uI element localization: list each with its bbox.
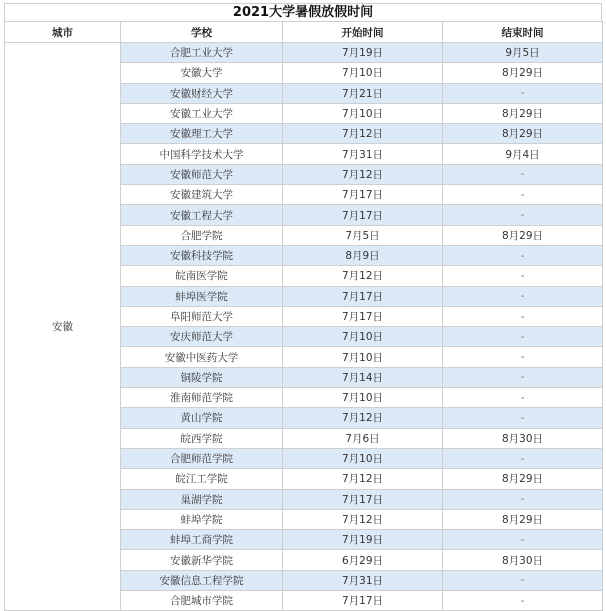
start-time-cell: 7月10日 [283, 103, 443, 123]
end-time-cell: - [443, 286, 603, 306]
end-time-cell: 9月5日 [443, 43, 603, 63]
end-time-cell: 8月30日 [443, 428, 603, 448]
school-cell: 安徽科技学院 [121, 245, 283, 265]
school-cell: 安徽新华学院 [121, 550, 283, 570]
school-cell: 淮南师范学院 [121, 388, 283, 408]
end-time-cell: - [443, 448, 603, 468]
end-time-cell: - [443, 266, 603, 286]
school-cell: 巢湖学院 [121, 489, 283, 509]
start-time-cell: 7月17日 [283, 185, 443, 205]
school-cell: 安徽财经大学 [121, 83, 283, 103]
header-end-time: 结束时间 [443, 22, 603, 43]
school-cell: 合肥城市学院 [121, 591, 283, 611]
end-time-cell: - [443, 205, 603, 225]
school-cell: 安徽建筑大学 [121, 185, 283, 205]
city-cell: 安徽 [5, 43, 121, 611]
school-cell: 黄山学院 [121, 408, 283, 428]
start-time-cell: 7月31日 [283, 570, 443, 590]
start-time-cell: 8月9日 [283, 245, 443, 265]
school-cell: 安徽信息工程学院 [121, 570, 283, 590]
start-time-cell: 7月14日 [283, 367, 443, 387]
table-row [5, 43, 603, 63]
end-time-cell: - [443, 367, 603, 387]
vacation-table [4, 21, 603, 611]
start-time-cell: 7月17日 [283, 591, 443, 611]
end-time-cell: 8月29日 [443, 225, 603, 245]
end-time-cell: - [443, 185, 603, 205]
school-cell: 皖江工学院 [121, 469, 283, 489]
school-cell: 安徽大学 [121, 63, 283, 83]
end-time-cell: 9月4日 [443, 144, 603, 164]
end-time-cell: 8月30日 [443, 550, 603, 570]
vacation-table-container [4, 3, 602, 611]
start-time-cell: 7月21日 [283, 83, 443, 103]
school-cell: 安徽理工大学 [121, 124, 283, 144]
start-time-cell: 7月12日 [283, 509, 443, 529]
header-city: 城市 [5, 22, 121, 43]
school-cell: 合肥师范学院 [121, 448, 283, 468]
table-title: 2021大学暑假放假时间 [4, 3, 602, 21]
start-time-cell: 7月10日 [283, 388, 443, 408]
start-time-cell: 7月12日 [283, 469, 443, 489]
start-time-cell: 7月10日 [283, 347, 443, 367]
start-time-cell: 7月12日 [283, 124, 443, 144]
start-time-cell: 7月12日 [283, 164, 443, 184]
end-time-cell: - [443, 306, 603, 326]
school-cell: 合肥工业大学 [121, 43, 283, 63]
start-time-cell: 7月12日 [283, 408, 443, 428]
end-time-cell: - [443, 388, 603, 408]
end-time-cell: - [443, 164, 603, 184]
school-cell: 安徽工业大学 [121, 103, 283, 123]
school-cell: 安徽中医药大学 [121, 347, 283, 367]
end-time-cell: - [443, 83, 603, 103]
school-cell: 安徽师范大学 [121, 164, 283, 184]
school-cell: 中国科学技术大学 [121, 144, 283, 164]
start-time-cell: 7月10日 [283, 448, 443, 468]
start-time-cell: 7月10日 [283, 63, 443, 83]
header-row [5, 22, 603, 43]
start-time-cell: 7月6日 [283, 428, 443, 448]
start-time-cell: 7月19日 [283, 530, 443, 550]
end-time-cell: - [443, 530, 603, 550]
school-cell: 阜阳师范大学 [121, 306, 283, 326]
school-cell: 蚌埠学院 [121, 509, 283, 529]
start-time-cell: 7月12日 [283, 266, 443, 286]
school-cell: 蚌埠医学院 [121, 286, 283, 306]
end-time-cell: 8月29日 [443, 103, 603, 123]
end-time-cell: - [443, 347, 603, 367]
end-time-cell: - [443, 408, 603, 428]
school-cell: 铜陵学院 [121, 367, 283, 387]
start-time-cell: 7月5日 [283, 225, 443, 245]
school-cell: 安徽工程大学 [121, 205, 283, 225]
start-time-cell: 7月17日 [283, 306, 443, 326]
end-time-cell: - [443, 591, 603, 611]
end-time-cell: - [443, 327, 603, 347]
start-time-cell: 7月17日 [283, 489, 443, 509]
school-cell: 皖南医学院 [121, 266, 283, 286]
end-time-cell: 8月29日 [443, 469, 603, 489]
end-time-cell: 8月29日 [443, 63, 603, 83]
end-time-cell: - [443, 489, 603, 509]
end-time-cell: - [443, 570, 603, 590]
end-time-cell: 8月29日 [443, 509, 603, 529]
start-time-cell: 7月31日 [283, 144, 443, 164]
header-start-time: 开始时间 [283, 22, 443, 43]
school-cell: 安庆师范大学 [121, 327, 283, 347]
start-time-cell: 7月10日 [283, 327, 443, 347]
start-time-cell: 7月19日 [283, 43, 443, 63]
start-time-cell: 7月17日 [283, 205, 443, 225]
start-time-cell: 6月29日 [283, 550, 443, 570]
school-cell: 蚌埠工商学院 [121, 530, 283, 550]
header-school: 学校 [121, 22, 283, 43]
table-body [5, 43, 603, 611]
end-time-cell: 8月29日 [443, 124, 603, 144]
school-cell: 合肥学院 [121, 225, 283, 245]
start-time-cell: 7月17日 [283, 286, 443, 306]
end-time-cell: - [443, 245, 603, 265]
school-cell: 皖西学院 [121, 428, 283, 448]
